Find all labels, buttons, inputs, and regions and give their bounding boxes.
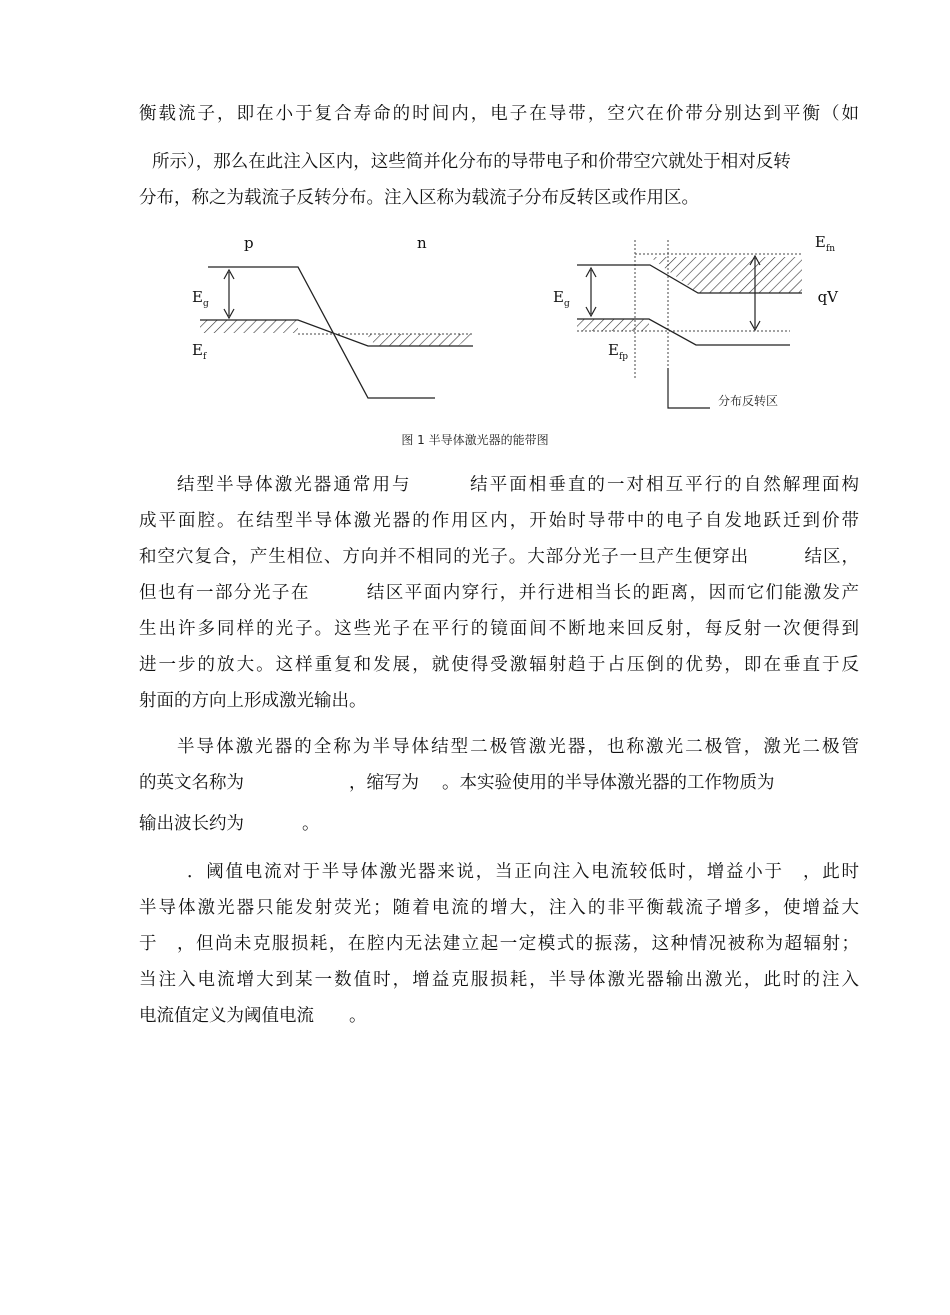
p2-line-3: 和空穴复合，产生相位、方向并不相同的光子。大部分光子一旦产生便穿出 结区， xyxy=(139,547,859,567)
p4-line-5: 电流值定义为阈值电流 。 xyxy=(139,1006,367,1026)
left-eg-label: $E_g$ xyxy=(192,288,209,309)
right-band-diagram xyxy=(553,233,839,408)
p2-line-4: 但也有一部分光子在 结区平面内穿行，并行进相当长的距离，因而它们能激发产 xyxy=(139,583,859,603)
figure-caption: 图 1 半导体激光器的能带图 xyxy=(401,433,549,447)
p-label: p xyxy=(244,234,254,252)
p2-line-5: 生出许多同样的光子。这些光子在平行的镜面间不断地来回反射，每反射一次便得到 xyxy=(139,619,859,639)
left-n-hatch xyxy=(366,334,473,346)
intro-line-2: 所示），那么在此注入区内，这些简并化分布的导带电子和价带空穴就处于相对反转 xyxy=(152,152,791,172)
right-eg-label: $E_g$ xyxy=(553,288,570,309)
band-diagram-figure xyxy=(180,228,840,428)
right-conduction-hatch xyxy=(650,257,802,293)
p2-line-1: 结型半导体激光器通常用与 结平面相垂直的一对相互平行的自然解理面构 xyxy=(177,475,859,495)
p3-line-1: 半导体激光器的全称为半导体结型二极管激光器，也称激光二极管，激光二极管 xyxy=(177,737,859,757)
p3-line-3: 输出波长约为 。 xyxy=(139,814,320,834)
p2-line-6: 进一步的放大。这样重复和发展，就使得受激辐射趋于占压倒的优势，即在垂直于反 xyxy=(139,655,859,675)
p2-line-2: 成平面腔。在结型半导体激光器的作用区内，开始时导带中的电子自发地跃迁到价带 xyxy=(139,511,859,531)
left-ef-label: $E_f$ xyxy=(192,341,207,362)
right-valence-hatch xyxy=(577,319,649,331)
p2-line-7: 射面的方向上形成激光输出。 xyxy=(139,691,367,711)
p4-line-1: ．阈值电流对于半导体激光器来说，当正向注入电流较低时，增益小于 ，此时 xyxy=(187,862,859,882)
n-label: n xyxy=(417,234,427,252)
right-efp-label: $E_{fp}$ xyxy=(608,341,629,362)
intro-line-3: 分布，称之为载流子反转分布。注入区称为载流子分布反转区或作用区。 xyxy=(139,188,699,208)
right-efn-label: $E_{fn}$ xyxy=(814,233,835,254)
right-qv-label: qV xyxy=(817,288,838,306)
left-band-diagram xyxy=(192,234,473,398)
p4-line-2: 半导体激光器只能发射荧光；随着电流的增大，注入的非平衡载流子增多，使增益大 xyxy=(139,898,859,918)
region-bracket xyxy=(668,368,710,408)
intro-line-1: 衡载流子，即在小于复合寿命的时间内，电子在导带，空穴在价带分别达到平衡（如 xyxy=(139,104,859,124)
p4-line-3: 于 ，但尚未克服损耗，在腔内无法建立起一定模式的振荡，这种情况被称为超辐射； xyxy=(139,934,859,954)
p4-line-4: 当注入电流增大到某一数值时，增益克服损耗，半导体激光器输出激光，此时的注入 xyxy=(139,970,859,990)
left-valence-hatch xyxy=(200,320,298,333)
region-label: 分布反转区 xyxy=(718,394,779,408)
p3-line-2: 的英文名称为 ，缩写为 。本实验使用的半导体激光器的工作物质为 xyxy=(139,773,775,793)
